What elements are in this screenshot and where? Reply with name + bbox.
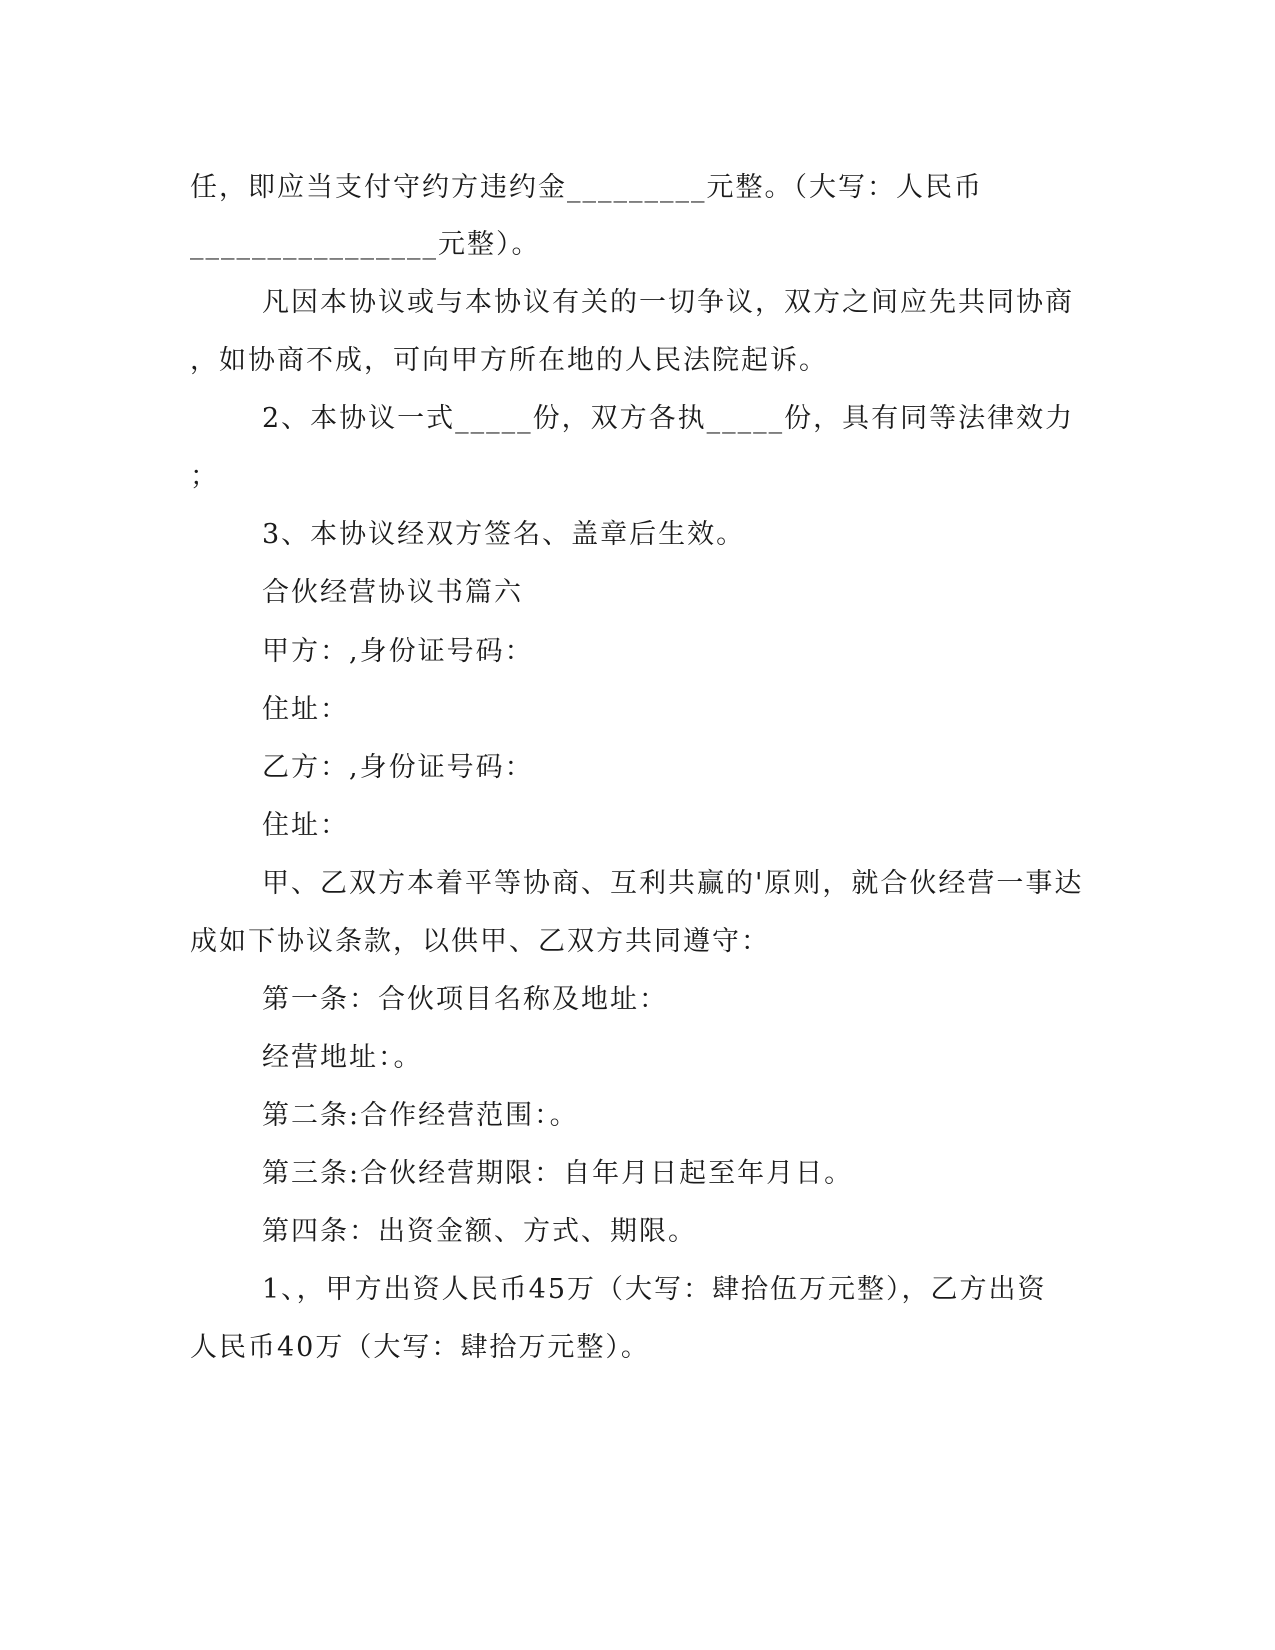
- party-b-address-field: 住址：: [262, 810, 349, 841]
- article-line: 第二条:合作经营范围：。: [262, 1100, 579, 1131]
- text-line: 成如下协议条款，以供甲、乙双方共同遵守：: [190, 926, 770, 957]
- text-line: ，如协商不成，可向甲方所在地的人民法院起诉。: [190, 345, 828, 376]
- article-line: 第四条：出资金额、方式、期限。: [262, 1216, 697, 1247]
- section-heading: 合伙经营协议书篇六: [262, 577, 523, 608]
- party-b-field: 乙方：,身份证号码：: [262, 752, 534, 783]
- paragraph-line: 凡因本协议或与本协议有关的一切争议，双方之间应先共同协商: [262, 287, 1074, 318]
- party-a-field: 甲方：,身份证号码：: [262, 636, 534, 667]
- article-line: 第三条:合伙经营期限：自年月日起至年月日。: [262, 1158, 854, 1189]
- text-line: 任，即应当支付守约方违约金_________元整。（大写：人民币: [190, 172, 983, 203]
- paragraph-line: 3、本协议经双方签名、盖章后生效。: [262, 519, 746, 550]
- paragraph-line: 甲、乙双方本着平等协商、互利共赢的'原则，就合伙经营一事达: [262, 868, 1084, 899]
- text-line: 人民币40万（大写：肆拾万元整）。: [190, 1332, 650, 1363]
- text-line: ________________元整）。: [190, 229, 541, 260]
- article-line: 经营地址：。: [262, 1042, 423, 1073]
- article-line: 第一条：合伙项目名称及地址：: [262, 984, 668, 1015]
- text-line: ；: [190, 461, 219, 492]
- party-a-address-field: 住址：: [262, 694, 349, 725]
- paragraph-line: 1、，甲方出资人民币45万（大写：肆拾伍万元整），乙方出资: [262, 1274, 1047, 1305]
- paragraph-line: 2、本协议一式_____份，双方各执_____份，具有同等法律效力: [262, 403, 1075, 434]
